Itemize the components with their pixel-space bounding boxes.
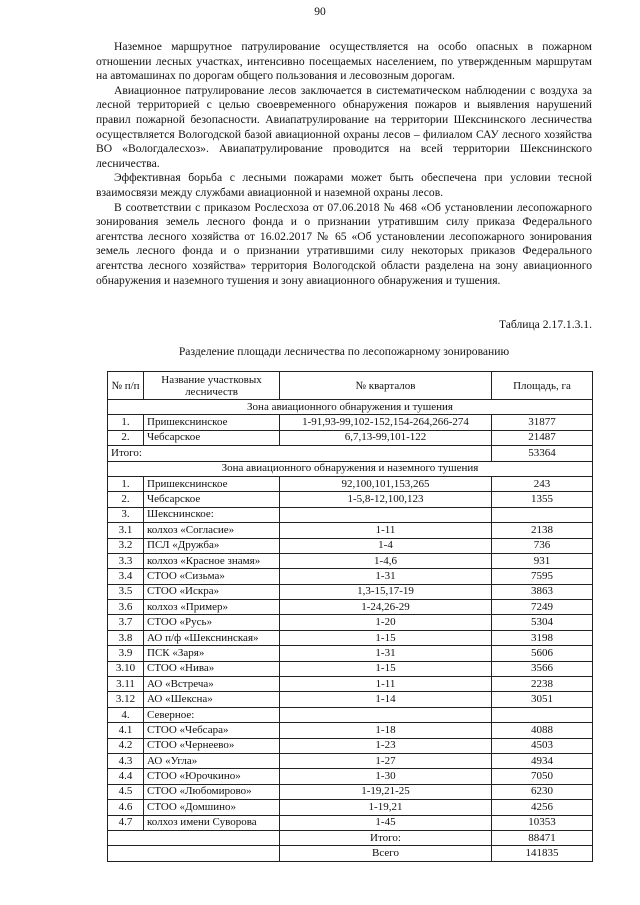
row-num: 3.6 <box>108 600 144 615</box>
table-row <box>108 415 593 430</box>
table-row <box>108 784 593 799</box>
row-quarters: 1-4 <box>280 538 492 553</box>
row-area: 4934 <box>492 753 593 768</box>
row-quarters: 1-45 <box>280 815 492 830</box>
row-area: 7595 <box>492 569 593 584</box>
table-title: Разделение площади лесничества по лесопожарному зонированию <box>178 345 510 358</box>
table-row <box>108 600 593 615</box>
row-name: СТОО «Чебсара» <box>144 723 280 738</box>
table-row <box>108 769 593 784</box>
row-quarters: 1-23 <box>280 738 492 753</box>
row-quarters: 1-11 <box>280 677 492 692</box>
table-header-row <box>108 372 593 400</box>
row-area: 3198 <box>492 630 593 645</box>
grand-total-area: 141835 <box>492 846 593 861</box>
row-area: 7249 <box>492 600 593 615</box>
row-num: 4. <box>108 707 144 722</box>
row-name: СТОО «Сизьма» <box>144 569 280 584</box>
table-row <box>108 476 593 491</box>
table-row <box>108 753 593 768</box>
table-row <box>108 584 593 599</box>
table-row <box>108 723 593 738</box>
zone-title-row <box>108 400 593 415</box>
subtotal-label: Итого: <box>108 446 492 461</box>
subtotal-area: 88471 <box>492 830 593 845</box>
zone-title-row <box>108 461 593 476</box>
row-num: 3.11 <box>108 677 144 692</box>
row-num: 3.2 <box>108 538 144 553</box>
row-quarters: 1-20 <box>280 615 492 630</box>
row-num: 3.4 <box>108 569 144 584</box>
row-num: 2. <box>108 492 144 507</box>
row-name: ПСК «Заря» <box>144 646 280 661</box>
row-name: СТОО «Нива» <box>144 661 280 676</box>
row-name: Пришекснинское <box>144 415 280 430</box>
row-quarters: 1-19,21-25 <box>280 784 492 799</box>
subtotal-area: 53364 <box>492 446 593 461</box>
row-area: 4256 <box>492 800 593 815</box>
row-quarters: 1-15 <box>280 630 492 645</box>
row-num: 1. <box>108 415 144 430</box>
zone-title: Зона авиационного обнаружения и наземного тушения <box>108 461 593 476</box>
row-num: 4.6 <box>108 800 144 815</box>
row-quarters: 1,3-15,17-19 <box>280 584 492 599</box>
row-num: 4.3 <box>108 753 144 768</box>
row-name: колхоз «Красное знамя» <box>144 553 280 568</box>
row-name: АО «Угла» <box>144 753 280 768</box>
row-area: 1355 <box>492 492 593 507</box>
row-name: АО п/ф «Шекснинская» <box>144 630 280 645</box>
row-name: СТОО «Юрочкино» <box>144 769 280 784</box>
header-num: № п/п <box>108 372 144 400</box>
row-area: 2138 <box>492 523 593 538</box>
row-name: Чебсарское <box>144 492 280 507</box>
row-num: 3.5 <box>108 584 144 599</box>
row-name: колхоз «Пример» <box>144 600 280 615</box>
table-row <box>108 738 593 753</box>
row-name: АО «Шексна» <box>144 692 280 707</box>
row-name: СТОО «Чернеево» <box>144 738 280 753</box>
table-row <box>108 492 593 507</box>
row-area: 6230 <box>492 784 593 799</box>
row-quarters: 92,100,101,153,265 <box>280 476 492 491</box>
table-row <box>108 430 593 445</box>
table-label: Таблица 2.17.1.3.1. <box>498 318 592 331</box>
paragraph: В соответствии с приказом Рослесхоза от 07.06.2018 № 468 «Об установлении лесопожарного зонирования земель лесного фонда и о признании утратившим силу приказа Федерального агентства лесного хозяйства от 16.02.2017 № 65 «Об установлении лесопожарного зонирования земель лесного фонда и о признании утратившими силу некоторых приказов Федерального агентства лесного хозяйства» территория Вологодской области разделена на зону авиационного обнаружения и наземного тушения и зону авиационного обнаружения и тушения. <box>96 200 592 287</box>
row-quarters: 1-91,93-99,102-152,154-264,266-274 <box>280 415 492 430</box>
row-quarters <box>280 707 492 722</box>
grand-total-label: Всего <box>280 846 492 861</box>
row-name: СТОО «Русь» <box>144 615 280 630</box>
row-quarters: 1-4,6 <box>280 553 492 568</box>
table-body <box>108 400 593 862</box>
table-row <box>108 815 593 830</box>
row-quarters: 1-24,26-29 <box>280 600 492 615</box>
table-row <box>108 538 593 553</box>
row-area: 4503 <box>492 738 593 753</box>
row-area: 5606 <box>492 646 593 661</box>
row-area: 3566 <box>492 661 593 676</box>
row-num: 4.5 <box>108 784 144 799</box>
row-quarters: 1-19,21 <box>280 800 492 815</box>
subtotal-label: Итого: <box>280 830 492 845</box>
table-row <box>108 646 593 661</box>
row-area: 7050 <box>492 769 593 784</box>
row-name: АО «Встреча» <box>144 677 280 692</box>
row-quarters: 1-18 <box>280 723 492 738</box>
row-area: 3863 <box>492 584 593 599</box>
row-num: 4.1 <box>108 723 144 738</box>
table-row <box>108 800 593 815</box>
table-row <box>108 523 593 538</box>
row-name: Шекснинское: <box>144 507 280 522</box>
body-text <box>96 40 592 288</box>
row-num: 3.3 <box>108 553 144 568</box>
row-quarters: 1-14 <box>280 692 492 707</box>
row-num: 2. <box>108 430 144 445</box>
row-name: ПСЛ «Дружба» <box>144 538 280 553</box>
row-num: 3.9 <box>108 646 144 661</box>
row-name: СТОО «Домшино» <box>144 800 280 815</box>
row-area <box>492 707 593 722</box>
subtotal-spacer <box>108 830 280 845</box>
row-area: 3051 <box>492 692 593 707</box>
paragraph: Эффективная борьба с лесными пожарами может быть обеспечена при условии тесной взаимосвязи между службами авиационной и наземной охраны лесов. <box>96 171 592 199</box>
row-quarters: 1-5,8-12,100,123 <box>280 492 492 507</box>
row-num: 3.7 <box>108 615 144 630</box>
row-quarters: 1-15 <box>280 661 492 676</box>
row-num: 4.4 <box>108 769 144 784</box>
paragraph: Наземное маршрутное патрулирование осуществляется на особо опасных в пожарном отношении лесных участках, интенсивно посещаемых населением, по утвержденным маршрутам на автомашинах по дорогам общего пользования и лесовозным дорогам. <box>96 40 592 83</box>
row-num: 4.7 <box>108 815 144 830</box>
row-area: 2238 <box>492 677 593 692</box>
table-row <box>108 677 593 692</box>
table-row <box>108 692 593 707</box>
row-area: 5304 <box>492 615 593 630</box>
row-name: Северное: <box>144 707 280 722</box>
table-row <box>108 707 593 722</box>
row-name: колхоз имени Суворова <box>144 815 280 830</box>
row-area: 31877 <box>492 415 593 430</box>
row-quarters: 1-27 <box>280 753 492 768</box>
row-quarters: 1-31 <box>280 569 492 584</box>
row-num: 4.2 <box>108 738 144 753</box>
grand-total-spacer <box>108 846 280 861</box>
row-quarters: 6,7,13-99,101-122 <box>280 430 492 445</box>
row-num: 3.10 <box>108 661 144 676</box>
row-area: 931 <box>492 553 593 568</box>
subtotal-row <box>108 830 593 845</box>
row-name: СТОО «Искра» <box>144 584 280 599</box>
row-num: 3.1 <box>108 523 144 538</box>
row-quarters <box>280 507 492 522</box>
header-name: Название участковых лесничеств <box>144 372 280 400</box>
row-name: Пришекснинское <box>144 476 280 491</box>
table-row <box>108 661 593 676</box>
row-num: 3.8 <box>108 630 144 645</box>
table-row <box>108 569 593 584</box>
row-name: колхоз «Согласие» <box>144 523 280 538</box>
page-number: 90 <box>314 6 326 18</box>
row-quarters: 1-31 <box>280 646 492 661</box>
row-area: 736 <box>492 538 593 553</box>
header-quarters: № кварталов <box>280 372 492 400</box>
table-row <box>108 507 593 522</box>
row-area <box>492 507 593 522</box>
subtotal-row <box>108 446 593 461</box>
row-name: Чебсарское <box>144 430 280 445</box>
row-area: 4088 <box>492 723 593 738</box>
zone-title: Зона авиационного обнаружения и тушения <box>108 400 593 415</box>
row-area: 243 <box>492 476 593 491</box>
row-num: 1. <box>108 476 144 491</box>
row-area: 10353 <box>492 815 593 830</box>
row-quarters: 1-30 <box>280 769 492 784</box>
table-row <box>108 630 593 645</box>
row-area: 21487 <box>492 430 593 445</box>
zoning-table <box>107 371 593 862</box>
row-quarters: 1-11 <box>280 523 492 538</box>
row-name: СТОО «Любомирово» <box>144 784 280 799</box>
row-num: 3.12 <box>108 692 144 707</box>
row-num: 3. <box>108 507 144 522</box>
table-row <box>108 615 593 630</box>
table-row <box>108 553 593 568</box>
grand-total-row <box>108 846 593 861</box>
paragraph: Авиационное патрулирование лесов заключается в систематическом наблюдении с воздуха за лесной территорией с целью своевременного обнаружения пожаров и выявления нарушений правил пожарной безопасности. Авиапатрулирование на территории Шекснинского лесничества осуществляется Вологодской базой авиационной охраны лесов – филиалом САУ лесного хозяйства ВО «Вологдалесхоз». Авиапатрулирование проводится на всей территории Шекснинского лесничества. <box>96 83 592 170</box>
header-area: Площадь, га <box>492 372 593 400</box>
